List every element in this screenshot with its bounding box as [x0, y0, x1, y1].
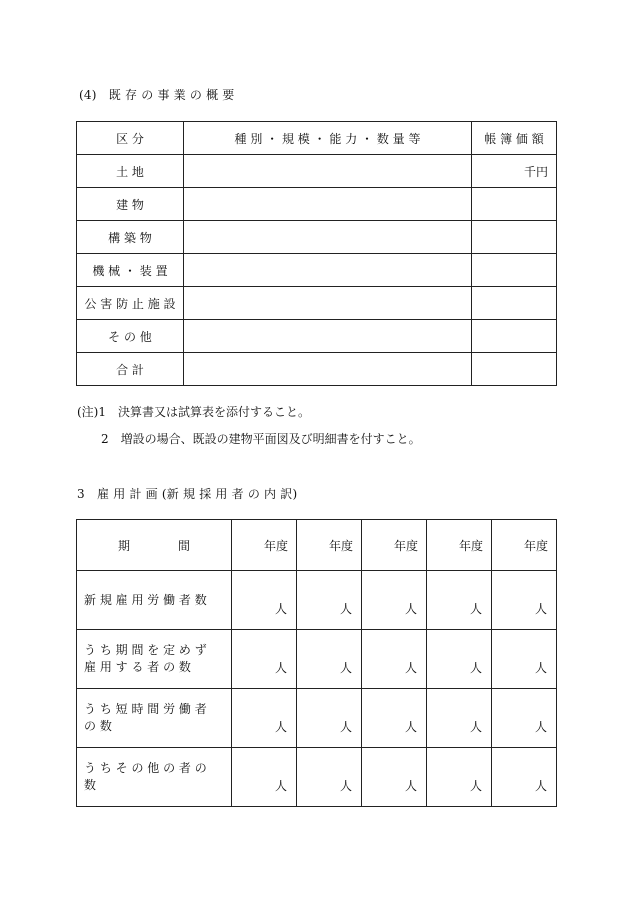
type-scale-cell[interactable]: [184, 353, 472, 386]
row-label-line: う ち 短 時 間 労 働 者: [84, 702, 207, 716]
table-row: [77, 155, 557, 188]
book-value-cell[interactable]: [472, 188, 557, 221]
header-type-scale: 種 別 ・ 規 模 ・ 能 力 ・ 数 量 等: [184, 122, 472, 155]
table-header-row: [77, 520, 557, 571]
count-cell[interactable]: 人: [362, 689, 427, 748]
count-cell[interactable]: 人: [427, 689, 492, 748]
row-label: 合 計: [77, 353, 184, 386]
header-period: 期 間: [77, 520, 232, 571]
row-label: 機 械 ・ 装 置: [77, 254, 184, 287]
row-label-line: 雇 用 す る 者 の 数: [84, 660, 191, 674]
count-cell[interactable]: 人: [232, 689, 297, 748]
count-cell[interactable]: 人: [297, 689, 362, 748]
note-2: 2 増設の場合、既設の建物平面図及び明細書を付すこと。: [101, 432, 421, 446]
type-scale-cell[interactable]: [184, 188, 472, 221]
type-scale-cell[interactable]: [184, 221, 472, 254]
type-scale-cell[interactable]: [184, 320, 472, 353]
year-cell[interactable]: 年度: [362, 520, 427, 571]
count-cell[interactable]: 人: [427, 748, 492, 807]
header-book-value: 帳 簿 価 額: [472, 122, 557, 155]
count-cell[interactable]: 人: [297, 748, 362, 807]
note-1: (注)1 決算書又は試算表を添付すること。: [77, 405, 310, 419]
count-cell[interactable]: 人: [362, 630, 427, 689]
type-scale-cell[interactable]: [184, 155, 472, 188]
book-value-cell[interactable]: [472, 254, 557, 287]
row-label: 土 地: [77, 155, 184, 188]
count-cell[interactable]: 人: [297, 630, 362, 689]
book-value-cell[interactable]: [472, 221, 557, 254]
count-cell[interactable]: 人: [232, 630, 297, 689]
row-label: [77, 689, 232, 748]
book-value-cell[interactable]: [472, 287, 557, 320]
count-cell[interactable]: 人: [362, 748, 427, 807]
type-scale-cell[interactable]: [184, 254, 472, 287]
count-cell[interactable]: 人: [362, 571, 427, 630]
count-cell[interactable]: 人: [427, 630, 492, 689]
row-label: 建 物: [77, 188, 184, 221]
table-row: [77, 221, 557, 254]
header-category: 区 分: [77, 122, 184, 155]
count-cell[interactable]: 人: [232, 748, 297, 807]
year-cell[interactable]: 年度: [492, 520, 557, 571]
employment-plan-table: [76, 519, 557, 807]
table-row: [77, 254, 557, 287]
book-value-cell[interactable]: [472, 353, 557, 386]
count-cell[interactable]: 人: [297, 571, 362, 630]
row-label: [77, 571, 232, 630]
row-label-line: 数: [84, 778, 97, 792]
table-row: [77, 353, 557, 386]
row-label-line: う ち そ の 他 の 者 の: [84, 761, 207, 775]
table-header-row: [77, 122, 557, 155]
count-cell[interactable]: 人: [492, 689, 557, 748]
count-cell[interactable]: 人: [232, 571, 297, 630]
table-row: [77, 748, 557, 807]
row-label: そ の 他: [77, 320, 184, 353]
section-3-title: 3 雇 用 計 画 (新 規 採 用 者 の 内 訳): [77, 487, 298, 501]
row-label-line: 新 規 雇 用 労 働 者 数: [84, 592, 207, 607]
book-value-cell[interactable]: [472, 320, 557, 353]
existing-business-table: [76, 121, 557, 386]
year-cell[interactable]: 年度: [427, 520, 492, 571]
row-label: 構 築 物: [77, 221, 184, 254]
count-cell[interactable]: 人: [492, 748, 557, 807]
table-row: [77, 630, 557, 689]
table-row: [77, 287, 557, 320]
row-label-line: う ち 期 間 を 定 め ず: [84, 643, 207, 657]
count-cell[interactable]: 人: [427, 571, 492, 630]
row-label: [77, 630, 232, 689]
book-value-cell[interactable]: 千円: [472, 155, 557, 188]
year-cell[interactable]: 年度: [297, 520, 362, 571]
year-cell[interactable]: 年度: [232, 520, 297, 571]
table-row: [77, 188, 557, 221]
type-scale-cell[interactable]: [184, 287, 472, 320]
count-cell[interactable]: 人: [492, 630, 557, 689]
table-row: [77, 320, 557, 353]
row-label: [77, 748, 232, 807]
count-cell[interactable]: 人: [492, 571, 557, 630]
table-row: [77, 689, 557, 748]
row-label-line: の 数: [84, 719, 112, 733]
table-row: [77, 571, 557, 630]
row-label: 公 害 防 止 施 設: [77, 287, 184, 320]
section-4-title: (4) 既 存 の 事 業 の 概 要: [79, 88, 235, 102]
